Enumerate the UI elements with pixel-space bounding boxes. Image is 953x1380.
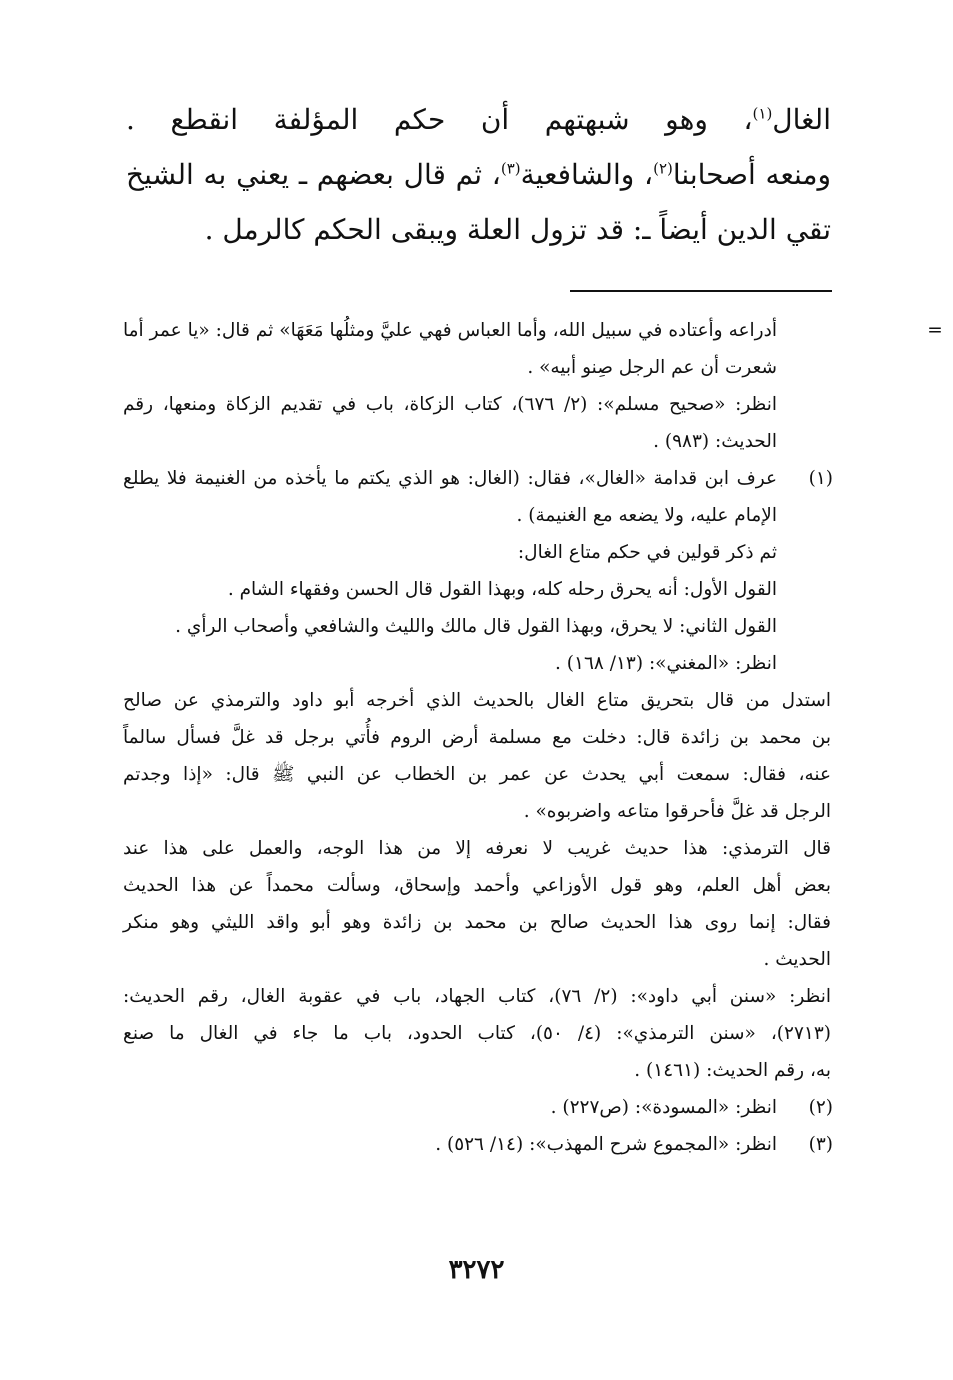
footnote-line: الرجل قد غلَّ فأحرقوا متاعه واضربوه» . xyxy=(523,801,831,822)
footnote-number: (٣) xyxy=(808,1134,833,1155)
footnote-line: القول الثاني: لا يحرق، وبهذا القول قال مالك والليث والشافعي وأصحاب الرأي . xyxy=(175,616,777,637)
footnote-line: = أدراعه وأعتاده في سبيل الله، وأما العباس فهي عليَّ ومثلُها مَعَهَا» ثم قال: «يا عمر أما xyxy=(123,312,831,349)
footnote-line: بعض أهل العلم، وهو قول الأوزاعي وأحمد وإسحاق، وسألت محمداً عن هذا الحديث xyxy=(123,875,831,896)
main-line: الغال$^{(١)}$، وهو شبهتهم أن حكم المؤلفة انقطع . xyxy=(126,103,831,136)
footnote-ref[interactable]: (٢) xyxy=(653,159,673,178)
footnote-line: (٢٧١٣)، «سنن الترمذي»: (٤/ ٥٠)، كتاب الحدود، باب ما جاء في الغال ما صنع xyxy=(123,1023,831,1044)
footnote-line: به، رقم الحديث: (١٤٦١) . xyxy=(634,1060,831,1081)
footnote-line: (١) عرف ابن قدامة «الغال»، فقال: (الغال: هو الذي يكتم ما يأخذه من الغنيمة فلا يطلع xyxy=(123,460,831,497)
footnote-line: انظر: «صحيح مسلم»: (٢/ ٦٧٦)، كتاب الزكاة، باب في تقديم الزكاة ومنعها، رقم xyxy=(123,394,777,415)
footnote-line: شعرت أن عم الرجل صِنو أبيه» . xyxy=(527,357,777,378)
main-text xyxy=(126,92,831,257)
footnote-line: (٢) انظر: «المسودة»: (ص٢٢٧) . xyxy=(123,1089,831,1126)
footnote-line: الإمام عليه، ولا يضعه مع الغنيمة) . xyxy=(516,505,777,526)
footnote-ref[interactable]: (٣) xyxy=(500,159,521,178)
footnote-line: (٣) انظر: «المجموع شرح المهذب»: (١٤/ ٥٢٦) . xyxy=(123,1126,831,1163)
footnote-line: الحديث . xyxy=(763,949,831,970)
page-number: ٣٢٧٢ xyxy=(448,1255,505,1285)
footnote-line: استدل من قال بتحريق متاع الغال بالحديث الذي أخرجه أبو داود والترمذي عن صالح xyxy=(123,690,831,711)
footnote-line: عنه، فقال: سمعت أبي يحدث عن عمر بن الخطاب عن النبي ﷺ قال: «إذا وجدتم xyxy=(123,764,831,785)
footnote-line: القول الأول: أنه يحرق رحله كله، وبهذا القول قال الحسن وفقهاء الشام . xyxy=(227,579,777,600)
footnote-ref[interactable]: (١) xyxy=(752,104,773,123)
footnote-line: انظر: «المغني»: (١٣/ ١٦٨) . xyxy=(555,653,777,674)
footnote-line: انظر: «سنن أبي داود»: (٢/ ٧٦)، كتاب الجهاد، باب في عقوبة الغال، رقم الحديث: xyxy=(123,986,831,1007)
footnote-line: الحديث: (٩٨٣) . xyxy=(653,431,777,452)
continuation-mark: = xyxy=(927,320,943,341)
main-line: ومنعه أصحابنا$^{(٢)}$، والشافعية$^{(٣)}$، ثم قال بعضهم ـ يعني به الشيخ xyxy=(126,158,832,191)
footnote-line: قال الترمذي: هذا حديث غريب لا نعرفه إلا من هذا الوجه، والعمل على هذا عند xyxy=(123,838,831,859)
footnote-number: (١) xyxy=(808,468,833,489)
footnote-line: ثم ذكر قولين في حكم متاع الغال: xyxy=(517,542,777,563)
footnote-number: (٢) xyxy=(808,1097,833,1118)
footnote-line: بن محمد بن زائدة قال: دخلت مع مسلمة أرض الروم فأُتي برجل قد غلَّ فسأل سالماً xyxy=(123,727,831,748)
footnote-separator xyxy=(570,290,832,292)
main-line: تقي الدين أيضاً ـ: قد تزول العلة ويبقى الحكم كالرمل . xyxy=(204,213,831,246)
footnotes xyxy=(123,312,943,1163)
footnote-line: فقال: إنما روى هذا الحديث صالح بن محمد بن زائدة وهو أبو واقد الليثي وهو منكر xyxy=(123,912,831,933)
